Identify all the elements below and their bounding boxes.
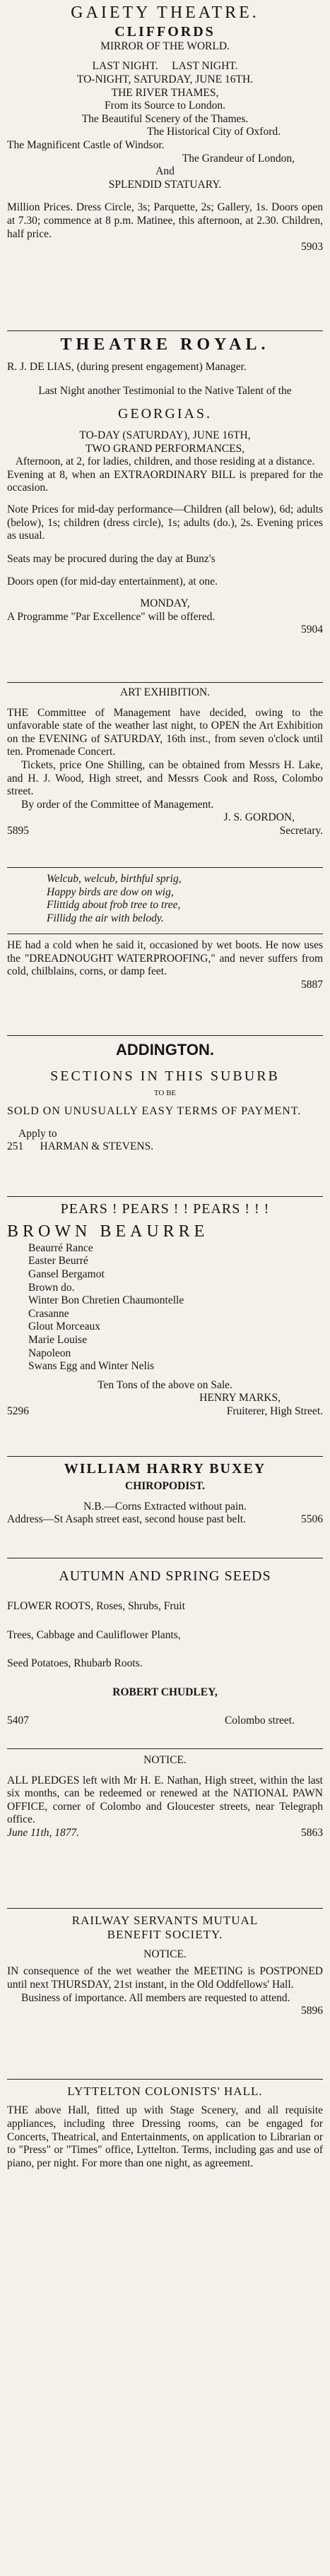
waterproof-body: HE had a cold when he said it, occasioned by wet boots. He now uses the "DREADNOUGHT WATERPROOFING," and never suffers from cold, chilblains, corns, or damp feet. [7,939,323,978]
royal-monday: MONDAY, [140,597,190,609]
seeds-line: Seed Potatoes, Rhubarb Roots. [7,1657,143,1670]
addington-ad [7,1041,323,1154]
pear-variety: Gansel Bergamot [28,1268,105,1280]
buxey-nb: N.B.—Corns Extracted without pain. [83,1500,247,1513]
royal-doors: Doors open (for mid-day entertainment), at one. [7,576,218,588]
notice1-date: June 11th, 1877. [7,1826,80,1839]
gaiety-grandeur: The Grandeur of London, [182,152,295,165]
chiropodist-ad [7,1460,323,1526]
art-body: THE Committee of Management have decided, owing to the unfavorable state of the weather last night, to OPEN the Art Exhibition on the EVENING of SATURDAY, 16th inst., from seven o'clock until ten. Promenade Concert. [7,706,323,758]
gaiety-last-night: LAST NIGHT. LAST NIGHT. [92,60,238,73]
pear-variety: Brown do. [28,1281,75,1294]
addington-agent: 251 HARMAN & STEVENS. [7,1140,154,1153]
lyttelton-ad [7,2085,323,2170]
lyttelton-title: LYTTELTON COLONISTS' HALL. [67,2085,263,2098]
gaiety-scenery: The Beautiful Scenery of the Thames. [81,112,249,125]
art-signer: J. S. GORDON, [223,811,295,824]
rule [7,330,323,331]
gaiety-thames: THE RIVER THAMES, [111,86,219,99]
gaiety-source: From its Source to London. [105,100,225,112]
royal-afternoon: Afternoon, at 2, for ladies, children, and those residing at a distance. [15,455,315,468]
art-tickets: Tickets, price One Shilling, can be obtained from Messrs H. Lake, and H. J. Wood, High street, and Messrs Cook and Ross, Colombo street. [7,758,323,798]
addington-sections: SECTIONS IN THIS SUBURB [50,1068,280,1085]
art-exhibition-ad [7,686,323,838]
royal-two-performances: TWO GRAND PERFORMANCES, [85,442,245,455]
gaiety-mirror: MIRROR OF THE WORLD. [100,40,230,52]
addington-title: ADDINGTON. [116,1041,214,1059]
rule [7,1196,323,1197]
railway-title: RAILWAY SERVANTS MUTUAL [71,1914,259,1927]
royal-evening: Evening at 8, when an EXTRAORDINARY BILL is prepared for the occasion. [7,468,323,494]
railway-body: IN consequence of the wet weather the MEETING is POSTPONED until next THURSDAY, 21st instant, in the Old Oddfellows' Hall. [7,1965,323,1991]
royal-manager: R. J. DE LIAS, (during present engagement) Manager. [7,360,247,373]
rule [7,1908,323,1909]
art-role: Secretary. [279,824,323,837]
royal-programme: A Programme "Par Excellence" will be offered. [7,610,216,623]
gaiety-title: GAIETY THEATRE. [71,4,259,22]
rule [7,682,323,683]
royal-note-prices: Note Prices for mid-day performance—Children (all below), 6d; adults (below), 1s; children (dress circle), 1s; adults (do.), 2s. Evening prices as usual. [7,503,323,542]
notice1-title: NOTICE. [143,1754,187,1766]
pears-brand: BROWN BEAURRE [7,1222,209,1241]
royal-testimonial: Last Night another Testimonial to the Native Talent of the [38,385,292,398]
royal-number: 5904 [301,624,323,636]
poem-line: Welcub, welcub, birthful sprig, [47,873,182,885]
pears-title: PEARS ! PEARS ! ! PEARS ! ! ! [60,1201,270,1217]
pear-variety: Easter Beurré [28,1255,88,1268]
art-number: 5895 [7,824,29,837]
gaiety-prices: Million Prices. Dress Circle, 3s; Parquette, 2s; Gallery, 1s. Doors open at 7.30; commence at 8 p.m. Matinee, this afternoon, at 2.30. Children, half price. [7,201,323,240]
royal-seats: Seats may be procured during the day at Bunz's [7,552,216,565]
pear-variety: Marie Louise [28,1333,88,1346]
pears-ad [7,1200,323,1419]
notice1-body: ALL PLEDGES left with Mr H. E. Nathan, High street, within the last six months, can be redeemed or renewed at the NATIONAL PAWN OFFICE, corner of Colombo and Gloucester streets, near Telegraph office. [7,1774,323,1826]
seeds-address: Colombo street. [224,1715,295,1727]
seeds-line: Trees, Cabbage and Cauliflower Plants, [7,1628,181,1641]
poem-line: Happy birds are dow on wig, [47,886,174,898]
pear-variety: Winter Bon Chretien Chaumontelle [28,1294,184,1307]
lyttelton-body: THE above Hall, fitted up with Stage Scenery, and all requisite appliances, including three Dressing rooms, can be engaged for Concerts, Theatrical, and Entertainments, on application to Librarian or to "Press" or "Times" office, Lyttelton. Terms, including gas and use of piano, per night. For more than one night, as agreement. [7,2104,323,2169]
gaiety-statuary: SPLENDID STATUARY. [108,178,222,191]
gaiety-company: CLIFFORDS [114,23,216,40]
waterproofing-ad [7,939,323,991]
addington-apply: Apply to [18,1127,57,1140]
railway-notice: NOTICE. [143,1948,187,1960]
pawn-notice-ad [7,1754,323,1840]
buxey-number: 5506 [301,1513,323,1525]
waterproof-number: 5887 [301,978,323,991]
seeds-line: FLOWER ROOTS, Roses, Shrubs, Fruit [7,1600,185,1612]
buxey-address: Address—St Asaph street east, second house past belt. [7,1513,246,1526]
royal-today: TO-DAY (SATURDAY), JUNE 16TH, [79,429,251,441]
seeds-number: 5407 [7,1715,29,1727]
seeds-ad [7,1568,323,1728]
seeds-seller: ROBERT CHUDLEY, [112,1686,218,1698]
railway-ad [7,1914,323,2018]
pear-variety: Napoleon [28,1347,71,1359]
art-title: ART EXHIBITION. [119,686,211,698]
addington-sold: SOLD ON UNUSUALLY EASY TERMS OF PAYMENT. [7,1104,302,1117]
pear-variety: Swans Egg and Winter Nelis [28,1360,155,1373]
pears-number: 5296 [7,1405,29,1417]
pears-tons: Ten Tons of the above on Sale. [98,1378,232,1391]
royal-title: THEATRE ROYAL. [60,335,270,354]
rule [7,2079,323,2080]
gaiety-theatre-ad [7,3,323,254]
addington-to-be: TO BE [153,1089,177,1098]
royal-georgias: GEORGIAS. [117,405,213,422]
railway-subtitle: BENEFIT SOCIETY. [107,1928,223,1942]
pear-variety: Crasanne [28,1307,69,1320]
pears-address: Fruiterer, High Street. [226,1405,323,1417]
gaiety-and: And [155,165,175,178]
poem [7,873,323,925]
railway-number: 5896 [301,2005,323,2017]
pear-variety: Glout Morceaux [28,1320,101,1333]
theatre-royal-ad [7,335,323,637]
poem-line: Fillidg the air with belody. [47,912,164,924]
gaiety-number: 5903 [301,241,323,254]
gaiety-windsor: The Magnificent Castle of Windsor. [7,138,165,151]
railway-business: Business of importance. All members are requested to attend. [21,1991,290,2004]
rule [7,1035,323,1036]
pear-variety: Beaurré Rance [28,1241,93,1254]
buxey-role: CHIROPODIST. [125,1480,205,1492]
rule [7,1456,323,1457]
notice1-number: 5863 [301,1826,323,1839]
rule [7,1748,323,1749]
gaiety-oxford: The Historical City of Oxford. [147,126,281,138]
poem-line: Flittidg about frob tree to tree, [47,899,181,912]
gaiety-tonight: TO-NIGHT, SATURDAY, JUNE 16TH. [76,73,254,85]
buxey-name: WILLIAM HARRY BUXEY [64,1461,266,1477]
art-by-order: By order of the Committee of Management. [21,798,214,811]
seeds-title: AUTUMN AND SPRING SEEDS [59,1568,271,1584]
pears-seller: HENRY MARKS, [199,1392,281,1405]
rule [7,867,323,868]
